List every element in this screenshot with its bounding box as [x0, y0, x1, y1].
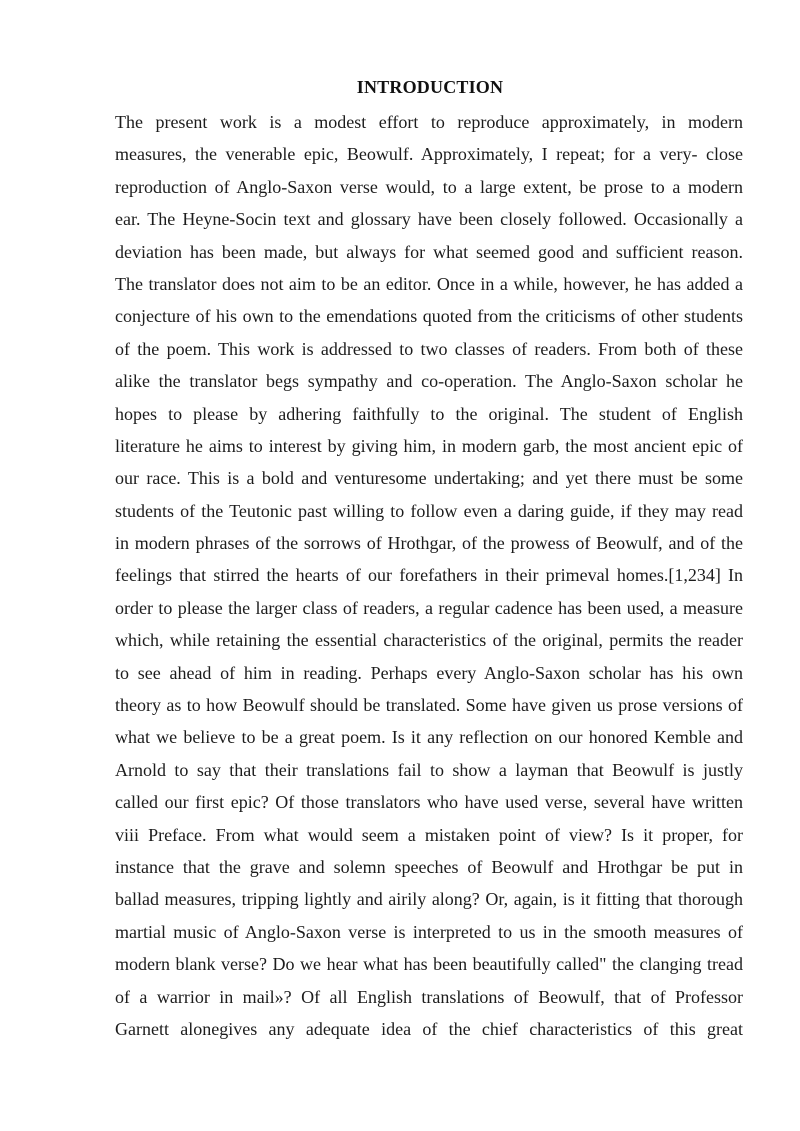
text-line: literature he aims to interest by giving him, in modern garb, the most ancient epic of: [115, 435, 743, 456]
text-line: our race. This is a bold and venturesome undertaking; and yet there must be some: [115, 468, 743, 489]
text-line: modern blank verse? Do we hear what has been beautifully called" the clanging tread: [115, 954, 743, 975]
text-line: in modern phrases of the sorrows of Hrothgar, of the prowess of Beowulf, and of the: [115, 533, 743, 554]
introduction-paragraph: [115, 106, 743, 1045]
text-line: martial music of Anglo-Saxon verse is interpreted to us in the smooth measures of: [115, 921, 743, 942]
text-line: what we believe to be a great poem. Is it any reflection on our honored Kemble and: [115, 727, 743, 748]
text-line: The present work is a modest effort to reproduce approximately, in modern: [115, 112, 743, 132]
text-line: of a warrior in mail»? Of all English translations of Beowulf, that of Professor: [115, 986, 743, 1007]
page-title: INTRODUCTION: [356, 77, 504, 97]
text-line: Garnett alonegives any adequate idea of the chief characteristics of this great: [115, 1018, 743, 1039]
text-line: feelings that stirred the hearts of our forefathers in their primeval homes.[1,234] In: [115, 565, 743, 586]
text-line: which, while retaining the essential characteristics of the original, permits the reader: [115, 630, 743, 651]
text-line: ear. The Heyne-Socin text and glossary have been closely followed. Occasionally a: [115, 209, 743, 230]
text-line: deviation has been made, but always for what seemed good and sufficient reason.: [115, 241, 743, 262]
text-line: called our first epic? Of those translators who have used verse, several have written: [115, 792, 743, 813]
text-line: hopes to please by adhering faithfully to the original. The student of English: [115, 403, 743, 424]
text-line: of the poem. This work is addressed to two classes of readers. From both of these: [115, 338, 743, 359]
text-line: theory as to how Beowulf should be translated. Some have given us prose versions of: [115, 695, 743, 716]
text-line: Arnold to say that their translations fail to show a layman that Beowulf is justly: [115, 759, 743, 780]
text-line: The translator does not aim to be an editor. Once in a while, however, he has added a: [115, 273, 743, 294]
text-line: ballad measures, tripping lightly and airily along? Or, again, is it fitting that thorough: [115, 889, 743, 910]
text-line: conjecture of his own to the emendations quoted from the criticisms of other students: [115, 306, 743, 327]
text-line: viii Preface. From what would seem a mistaken point of view? Is it proper, for: [115, 824, 743, 845]
text-line: students of the Teutonic past willing to follow even a daring guide, if they may read: [115, 500, 743, 521]
text-line: reproduction of Anglo-Saxon verse would, to a large extent, be prose to a modern: [115, 176, 743, 197]
text-line: alike the translator begs sympathy and co-operation. The Anglo-Saxon scholar he: [115, 371, 743, 392]
text-line: measures, the venerable epic, Beowulf. Approximately, I repeat; for a very- close: [115, 144, 743, 165]
text-line: instance that the grave and solemn speeches of Beowulf and Hrothgar be put in: [115, 856, 743, 877]
text-line: to see ahead of him in reading. Perhaps every Anglo-Saxon scholar has his own: [115, 662, 743, 683]
text-line: order to please the larger class of readers, a regular cadence has been used, a measure: [115, 597, 743, 618]
